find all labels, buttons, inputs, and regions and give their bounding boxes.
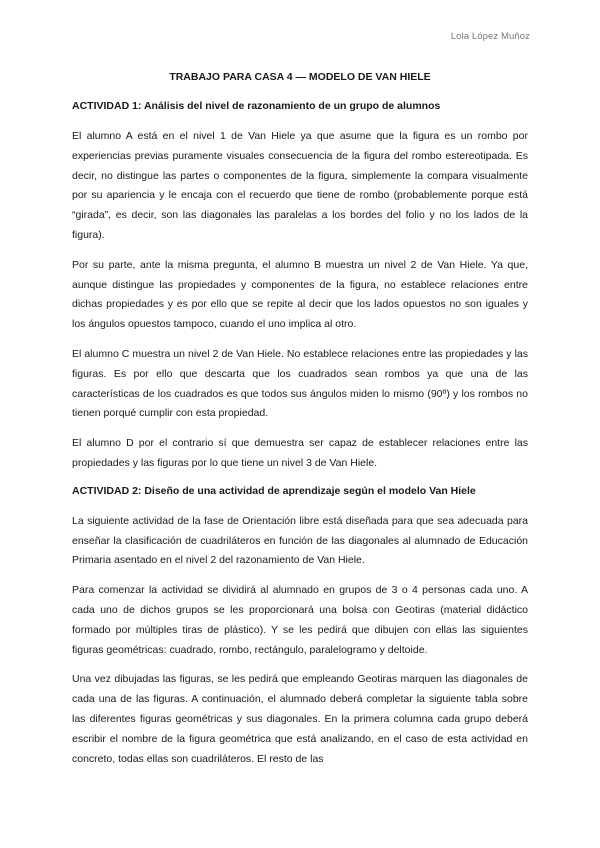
activity-2-paragraph: Para comenzar la actividad se dividirá al alumnado en grupos de 3 o 4 personas cada uno. A cada uno de dichos grupos se les proporcionará una bolsa con Geotiras (material didáctico formado por múltiples tiras de plástico). Y se les pedirá que dibujen con ellas las siguientes figuras geométricas: cuadrado, rombo, rectángulo, paralelogramo y deltoide.	[72, 584, 528, 656]
document-title: TRABAJO PARA CASA 4 — MODELO DE VAN HIELE	[169, 71, 431, 83]
activity-1-paragraph: El alumno D por el contrario sí que demuestra ser capaz de establecer relaciones entre las propiedades y las figuras por lo que tiene un nivel 3 de Van Hiele.	[72, 437, 528, 469]
activity-1-paragraph: El alumno A está en el nivel 1 de Van Hiele ya que asume que la figura es un rombo por experiencias previas puramente visuales consecuencia de la figura del rombo estereotipada. Es decir, no distingue las partes o componentes de la figura, simplemente la compara visualmente por su apariencia y le encaja con el recuerdo que tiene de rombo (probablemente porque está “girada”, es decir, son las diagonales las paralelas a los bordes del folio y no los lados de la figura).	[72, 130, 528, 241]
activity-2-paragraph: Una vez dibujadas las figuras, se les pedirá que empleando Geotiras marquen las diagonales de cada una de las figuras. A continuación, el alumnado deberá completar la siguiente tabla sobre las diferentes figuras geométricas y sus diagonales. En la primera columna cada grupo deberá escribir el nombre de la figura geométrica que está analizando, en el caso de esta actividad en concreto, todas ellas son cuadriláteros. El resto de las	[72, 673, 528, 765]
activity-1-paragraph: Por su parte, ante la misma pregunta, el alumno B muestra un nivel 2 de Van Hiele. Ya que, aunque distingue las propiedades y componentes de la figura, no establece relaciones entre dichas propiedades y es por ello que se repite al decir que los lados opuestos no son iguales y los ángulos opuestos tampoco, cuando el uno implica al otro.	[72, 258, 528, 331]
activity-2-heading: ACTIVIDAD 2: Diseño de una actividad de aprendizaje según el modelo Van Hiele	[72, 484, 476, 497]
document-body	[72, 70, 528, 779]
author-name: Lola López Muñoz	[450, 31, 530, 42]
activity-1-paragraph: El alumno C muestra un nivel 2 de Van Hiele. No establece relaciones entre las propiedades y las figuras. Es por ello que descarta que los cuadrados sean rombos ya que una de las características de los cuadrados es que todos sus ángulos miden lo mismo (90º) y los rombos no tienen porqué cumplir con esta propiedad.	[72, 347, 528, 420]
activity-1-heading: ACTIVIDAD 1: Análisis del nivel de razonamiento de un grupo de alumnos	[72, 100, 441, 112]
activity-2-paragraph: La siguiente actividad de la fase de Orientación libre está diseñada para que sea adecuada para enseñar la clasificación de cuadriláteros en función de las diagonales al alumnado de Educación Primaria asentado en el nivel 2 del razonamiento de Van Hiele.	[72, 514, 528, 567]
